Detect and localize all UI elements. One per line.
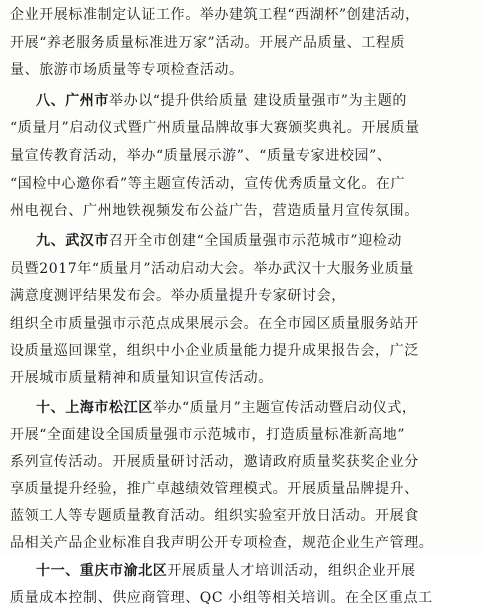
text-line: 系列宣传活动。开展质量研讨活动，邀请政府质量奖获奖企业分 xyxy=(10,454,419,470)
section-songjiang-first-line xyxy=(0,397,483,419)
text-line: 州电视台、广州地铁视频发布公益广告，营造质量月宣传氛围。 xyxy=(10,203,419,219)
section-wuhan-first-line xyxy=(0,230,483,252)
section-guangzhou-first-line xyxy=(0,90,483,112)
text-line: 企业开展标准制定认证工作。举办建筑工程“西湖杯”创建活动， xyxy=(10,7,420,23)
text-line: 量、旅游市场质量等专项检查活动。 xyxy=(10,62,244,78)
text-line: 享质量提升经验，推广卓越绩效管理模式。开展质量品牌提升、 xyxy=(10,481,419,497)
text-line: 召开全市创建“全国质量强市示范城市”迎检动 xyxy=(109,233,402,249)
text-line: “质量月”启动仪式暨广州质量品牌故事大赛颁奖典礼。开展质量 xyxy=(10,120,420,136)
text-line: “国检中心邀你看”等主题宣传活动，宣传优秀质量文化。在广 xyxy=(10,176,406,192)
text-line: 满意度测评结果发布会。举办质量提升专家研讨会， xyxy=(10,288,346,304)
section-heading: 十、上海市松江区 xyxy=(36,400,153,416)
text-line: 开展城市质量精神和质量知识宣传活动。 xyxy=(10,370,273,386)
text-line: 品相关产品企业标准自我声明公开专项检查，规范企业生产管理。 xyxy=(10,535,434,551)
text-line: 员暨2017年“质量月”活动启动大会。举办武汉十大服务业质量 xyxy=(10,261,414,277)
section-heading: 八、广州市 xyxy=(36,93,109,109)
text-line: 开展“养老服务质量标准进万家”活动。开展产品质量、工程质 xyxy=(10,35,406,51)
text-line: 量宣传教育活动，举办“质量展示游”、“质量专家进校园”、 xyxy=(10,148,392,164)
text-line: 开展“全面建设全国质量强市示范城市，打造质量标准新高地” xyxy=(10,427,406,443)
text-line: 举办“质量月”主题宣传活动暨启动仪式， xyxy=(152,400,417,416)
text-line: 开展质量人才培训活动，组织企业开展 xyxy=(167,563,416,579)
text-line: 蓝领工人等专题质量教育活动。组织实验室开放日活动。开展食 xyxy=(10,508,419,524)
section-heading: 九、武汉市 xyxy=(36,233,109,249)
text-line: 设质量巡回课堂，组织中小企业质量能力提升成果报告会，广泛 xyxy=(10,343,419,359)
section-yubei-first-line xyxy=(0,560,483,582)
text-line: 举办以“提升供给质量 建设质量强市”为主题的 xyxy=(109,93,407,109)
section-heading: 十一、重庆市渝北区 xyxy=(36,563,168,579)
text-line: 组织全市质量强市示范点成果展示会。在全市园区质量服务站开 xyxy=(10,316,419,332)
text-line: 质量成本控制、供应商管理、QC 小组等相关培训。在全区重点工 xyxy=(10,590,433,606)
